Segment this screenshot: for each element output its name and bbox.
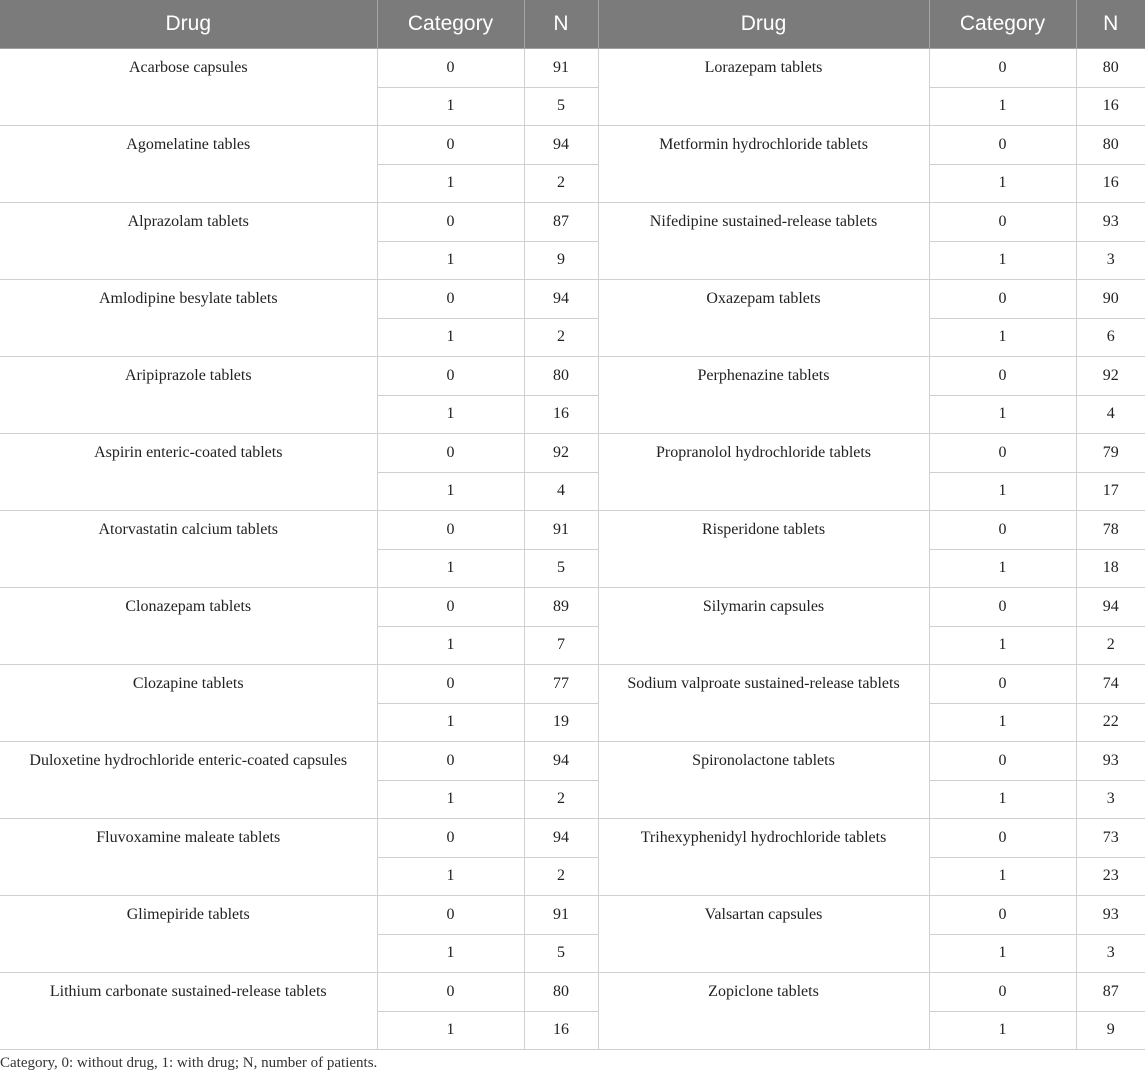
table-row (0, 819, 1145, 858)
category-cell: 1 (377, 318, 524, 357)
n-cell: 93 (1076, 742, 1145, 781)
n-cell: 22 (1076, 703, 1145, 742)
n-cell: 92 (1076, 357, 1145, 396)
category-cell: 1 (929, 241, 1076, 280)
category-cell: 0 (377, 357, 524, 396)
n-cell: 3 (1076, 934, 1145, 973)
n-cell: 93 (1076, 896, 1145, 935)
drug-name-cell: Acarbose capsules (0, 49, 377, 126)
n-cell: 2 (1076, 626, 1145, 665)
table-row (0, 49, 1145, 88)
category-cell: 1 (929, 164, 1076, 203)
table-row (0, 665, 1145, 704)
n-cell: 2 (524, 857, 598, 896)
table-row (0, 511, 1145, 550)
n-cell: 2 (524, 318, 598, 357)
n-cell: 2 (524, 780, 598, 819)
category-cell: 1 (929, 934, 1076, 973)
header-n-right: N (1076, 0, 1145, 49)
table-row (0, 126, 1145, 165)
n-cell: 79 (1076, 434, 1145, 473)
drug-name-cell: Risperidone tablets (598, 511, 929, 588)
drug-name-cell: Metformin hydrochloride tablets (598, 126, 929, 203)
n-cell: 3 (1076, 241, 1145, 280)
drug-name-cell: Oxazepam tablets (598, 280, 929, 357)
n-cell: 91 (524, 511, 598, 550)
table-footnote: Category, 0: without drug, 1: with drug; N, number of patients. (0, 1055, 378, 1071)
drug-name-cell: Trihexyphenidyl hydrochloride tablets (598, 819, 929, 896)
drug-name-cell: Clozapine tablets (0, 665, 377, 742)
category-cell: 0 (929, 665, 1076, 704)
n-cell: 94 (524, 742, 598, 781)
category-cell: 1 (929, 87, 1076, 126)
n-cell: 5 (524, 934, 598, 973)
category-cell: 0 (377, 49, 524, 88)
table-row (0, 357, 1145, 396)
n-cell: 87 (1076, 973, 1145, 1012)
n-cell: 16 (524, 1011, 598, 1050)
category-cell: 1 (929, 318, 1076, 357)
category-cell: 1 (377, 241, 524, 280)
n-cell: 94 (1076, 588, 1145, 627)
n-cell: 17 (1076, 472, 1145, 511)
drug-name-cell: Atorvastatin calcium tablets (0, 511, 377, 588)
category-cell: 0 (377, 280, 524, 319)
table-row (0, 588, 1145, 627)
n-cell: 90 (1076, 280, 1145, 319)
n-cell: 91 (524, 49, 598, 88)
category-cell: 0 (377, 742, 524, 781)
n-cell: 92 (524, 434, 598, 473)
category-cell: 1 (929, 1011, 1076, 1050)
n-cell: 77 (524, 665, 598, 704)
category-cell: 0 (929, 896, 1076, 935)
category-cell: 1 (377, 934, 524, 973)
drug-name-cell: Zopiclone tablets (598, 973, 929, 1050)
n-cell: 80 (524, 973, 598, 1012)
table-row (0, 434, 1145, 473)
n-cell: 18 (1076, 549, 1145, 588)
n-cell: 4 (524, 472, 598, 511)
n-cell: 2 (524, 164, 598, 203)
n-cell: 80 (1076, 126, 1145, 165)
category-cell: 1 (377, 626, 524, 665)
category-cell: 1 (929, 549, 1076, 588)
n-cell: 91 (524, 896, 598, 935)
n-cell: 5 (524, 549, 598, 588)
n-cell: 9 (524, 241, 598, 280)
drug-name-cell: Aripiprazole tablets (0, 357, 377, 434)
drug-name-cell: Glimepiride tablets (0, 896, 377, 973)
n-cell: 80 (524, 357, 598, 396)
drug-name-cell: Perphenazine tablets (598, 357, 929, 434)
category-cell: 1 (929, 703, 1076, 742)
n-cell: 94 (524, 819, 598, 858)
category-cell: 1 (377, 549, 524, 588)
category-cell: 0 (377, 665, 524, 704)
category-cell: 1 (929, 780, 1076, 819)
category-cell: 0 (377, 973, 524, 1012)
table-row (0, 280, 1145, 319)
category-cell: 1 (929, 626, 1076, 665)
n-cell: 7 (524, 626, 598, 665)
drug-name-cell: Lithium carbonate sustained-release tablets (0, 973, 377, 1050)
category-cell: 1 (377, 703, 524, 742)
drug-name-cell: Aspirin enteric-coated tablets (0, 434, 377, 511)
drug-name-cell: Valsartan capsules (598, 896, 929, 973)
category-cell: 0 (929, 511, 1076, 550)
n-cell: 94 (524, 280, 598, 319)
drug-name-cell: Lorazepam tablets (598, 49, 929, 126)
n-cell: 6 (1076, 318, 1145, 357)
category-cell: 0 (377, 434, 524, 473)
table-row (0, 973, 1145, 1012)
n-cell: 3 (1076, 780, 1145, 819)
category-cell: 0 (377, 203, 524, 242)
n-cell: 19 (524, 703, 598, 742)
drug-name-cell: Agomelatine tables (0, 126, 377, 203)
drug-name-cell: Silymarin capsules (598, 588, 929, 665)
category-cell: 1 (377, 87, 524, 126)
n-cell: 9 (1076, 1011, 1145, 1050)
category-cell: 0 (929, 742, 1076, 781)
header-drug-left: Drug (0, 0, 377, 49)
category-cell: 0 (929, 49, 1076, 88)
category-cell: 0 (377, 588, 524, 627)
drug-name-cell: Propranolol hydrochloride tablets (598, 434, 929, 511)
n-cell: 4 (1076, 395, 1145, 434)
n-cell: 73 (1076, 819, 1145, 858)
header-row (0, 0, 1145, 49)
header-category-right: Category (929, 0, 1076, 49)
category-cell: 0 (377, 896, 524, 935)
drug-name-cell: Nifedipine sustained-release tablets (598, 203, 929, 280)
category-cell: 1 (377, 395, 524, 434)
n-cell: 16 (1076, 87, 1145, 126)
n-cell: 89 (524, 588, 598, 627)
category-cell: 0 (929, 819, 1076, 858)
category-cell: 0 (929, 973, 1076, 1012)
drug-name-cell: Alprazolam tablets (0, 203, 377, 280)
category-cell: 1 (377, 780, 524, 819)
n-cell: 23 (1076, 857, 1145, 896)
category-cell: 0 (929, 357, 1076, 396)
drug-name-cell: Sodium valproate sustained-release tablets (598, 665, 929, 742)
n-cell: 80 (1076, 49, 1145, 88)
category-cell: 1 (377, 472, 524, 511)
category-cell: 1 (377, 857, 524, 896)
n-cell: 16 (524, 395, 598, 434)
header-category-left: Category (377, 0, 524, 49)
category-cell: 0 (929, 280, 1076, 319)
table-body (0, 49, 1145, 1050)
category-cell: 1 (377, 164, 524, 203)
n-cell: 78 (1076, 511, 1145, 550)
category-cell: 0 (929, 203, 1076, 242)
n-cell: 5 (524, 87, 598, 126)
category-cell: 0 (929, 434, 1076, 473)
category-cell: 0 (929, 588, 1076, 627)
drug-name-cell: Clonazepam tablets (0, 588, 377, 665)
category-cell: 0 (377, 126, 524, 165)
drug-name-cell: Fluvoxamine maleate tablets (0, 819, 377, 896)
category-cell: 1 (377, 1011, 524, 1050)
n-cell: 94 (524, 126, 598, 165)
drug-name-cell: Duloxetine hydrochloride enteric-coated capsules (0, 742, 377, 819)
n-cell: 16 (1076, 164, 1145, 203)
category-cell: 1 (929, 472, 1076, 511)
header-n-left: N (524, 0, 598, 49)
table-row (0, 742, 1145, 781)
category-cell: 0 (377, 511, 524, 550)
category-cell: 0 (929, 126, 1076, 165)
category-cell: 1 (929, 857, 1076, 896)
drug-name-cell: Amlodipine besylate tablets (0, 280, 377, 357)
category-cell: 0 (377, 819, 524, 858)
header-drug-right: Drug (598, 0, 929, 49)
table-row (0, 896, 1145, 935)
n-cell: 87 (524, 203, 598, 242)
n-cell: 74 (1076, 665, 1145, 704)
category-cell: 1 (929, 395, 1076, 434)
table-row (0, 203, 1145, 242)
drug-name-cell: Spironolactone tablets (598, 742, 929, 819)
n-cell: 93 (1076, 203, 1145, 242)
